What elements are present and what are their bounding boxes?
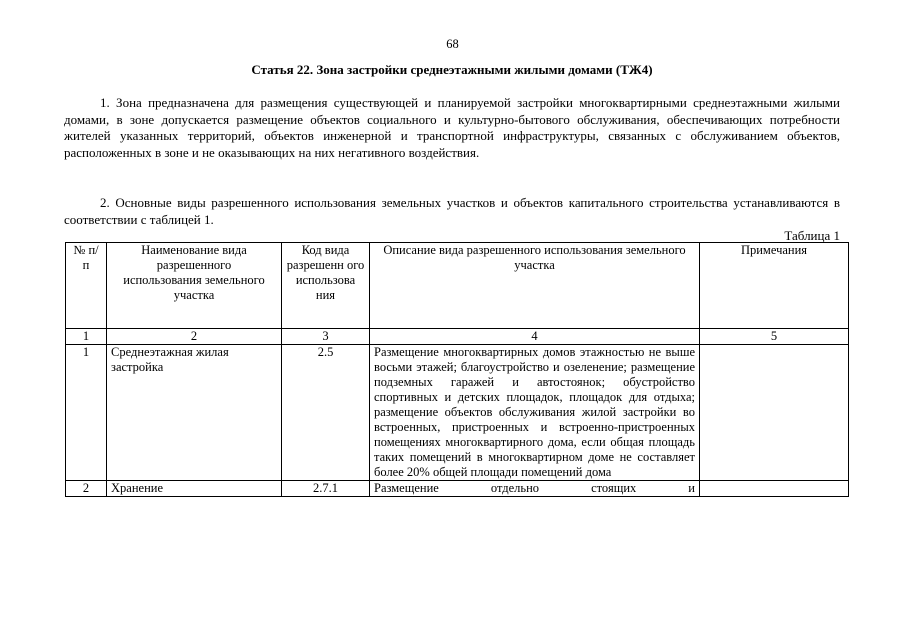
table-row	[66, 481, 849, 497]
column-number: 2	[107, 329, 282, 345]
header-num: № п/п	[66, 243, 107, 329]
row-description: Размещение многоквартирных домов этажностью не выше восьми этажей; благоустройство и озеленение; размещение подземных гаражей и автостоянок; обустройство спортивных и детских площадок, площадок для отдыха; размещение объектов обслуживания жилой застройки во встроенных, пристроенных и встроенно-пристроенных помещениях многоквартирного дома, если общая площадь таких помещений в многоквартирном доме не составляет более 20% общей площади помещений дома	[370, 345, 700, 481]
header-description: Описание вида разрешенного использования земельного участка	[370, 243, 700, 329]
table-caption: Таблица 1	[784, 228, 840, 243]
header-notes: Примечания	[700, 243, 849, 329]
paragraph-2: 2. Основные виды разрешенного использования земельных участков и объектов капитального строительства устанавливаются в соответствии с таблицей 1.	[64, 195, 840, 227]
permitted-use-table	[65, 242, 849, 497]
paragraph-1: 1. Зона предназначена для размещения существующей и планируемой застройки многоквартирными среднеэтажными жилыми домами, в зоне допускается размещение объектов социального и культурно-бытового обслуживания, обеспечивающих потребности жителей указанных территорий, объектов инженерной и транспортной инфраструктуры, связанных с обслуживанием объектов, расположенных в зоне и не оказывающих на них негативного воздействия.	[64, 95, 840, 160]
column-number: 4	[370, 329, 700, 345]
article-title: Статья 22. Зона застройки среднеэтажными жилыми домами (ТЖ4)	[251, 62, 653, 77]
row-use-name: Среднеэтажная жилая застройка	[107, 345, 282, 481]
table-header-row	[66, 243, 849, 329]
header-use-name: Наименование вида разрешенного использования земельного участка	[107, 243, 282, 329]
header-use-code: Код вида разрешенн ого использова ния	[282, 243, 370, 329]
table-row	[66, 345, 849, 481]
row-use-code: 2.7.1	[282, 481, 370, 497]
row-notes	[700, 481, 849, 497]
column-number: 1	[66, 329, 107, 345]
row-num: 1	[66, 345, 107, 481]
row-use-code: 2.5	[282, 345, 370, 481]
row-num: 2	[66, 481, 107, 497]
row-notes	[700, 345, 849, 481]
column-number-row	[66, 329, 849, 345]
row-use-name: Хранение	[107, 481, 282, 497]
row-description: Размещение отдельно стоящих и	[370, 481, 700, 497]
column-number: 3	[282, 329, 370, 345]
page-number: 68	[446, 37, 459, 51]
column-number: 5	[700, 329, 849, 345]
